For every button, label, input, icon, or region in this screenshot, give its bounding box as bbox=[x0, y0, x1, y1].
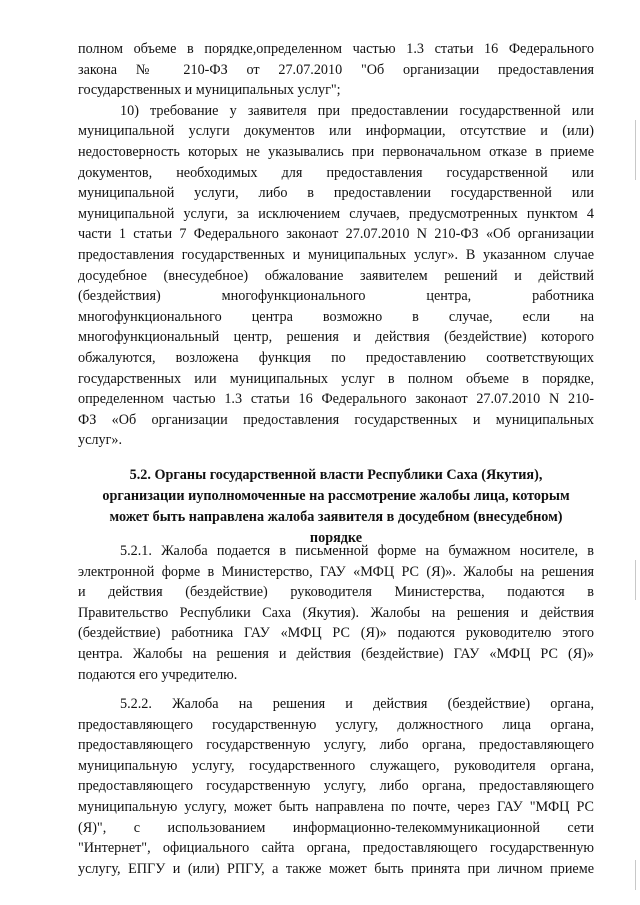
text-line: предоставляющего государственную услугу, должностного лица органа, bbox=[78, 716, 594, 733]
item-10-paragraph bbox=[78, 101, 594, 451]
text-line: полном объеме в порядке,определенном частью 1.3 статьи 16 Федерального bbox=[78, 41, 594, 57]
text-line: многофункционального центра возможно в случае, если на bbox=[78, 308, 594, 325]
text-line: государственных и муниципальных услуг"; bbox=[78, 82, 341, 99]
text-line: 10) требование у заявителя при предоставлении государственной или bbox=[120, 102, 594, 119]
text-line: обжалуются, возложена функция по предоставлению соответствующих bbox=[78, 349, 594, 366]
text-line: документов, необходимых для предоставления государственной или bbox=[78, 164, 594, 181]
text-line: и действия (бездействие) руководителя Министерства, подаются в bbox=[78, 584, 594, 601]
section-heading bbox=[78, 465, 594, 549]
scan-margin-mark bbox=[635, 560, 636, 600]
text-line: части 1 статьи 7 Федерального законаот 27.07.2010 N 210-ФЗ «Об организации bbox=[78, 226, 594, 243]
text-line: ФЗ «Об организации предоставления государственных и муниципальных bbox=[78, 411, 594, 428]
text-line: государственных или муниципальных услуг в полном объеме в порядке, bbox=[78, 370, 594, 387]
heading-line: организации иуполномоченные на рассмотрение жалобы лица, которым bbox=[102, 488, 570, 504]
text-line: подаются его учредителю. bbox=[78, 666, 238, 683]
scan-margin-mark bbox=[635, 120, 636, 180]
text-line: услуг». bbox=[78, 432, 123, 449]
heading-line: 5.2. Органы государственной власти Республики Саха (Якутия), bbox=[129, 467, 543, 483]
text-line: определенном частью 1.3 статьи 16 Федерального законаот 27.07.2010 N 210- bbox=[78, 391, 594, 408]
text-line: "Интернет", официального сайта органа, предоставляющего государственную bbox=[78, 840, 594, 857]
text-line: досудебное (внесудебное) обжалование заявителем решений и действий bbox=[78, 267, 594, 284]
text-line: (бездействия) многофункционального центра, работника bbox=[78, 288, 594, 305]
text-line: муниципальной услуги, либо в предоставлении государственной или bbox=[78, 185, 594, 202]
text-line: закона № 210-ФЗ от 27.07.2010 "Об организации предоставления bbox=[78, 61, 594, 78]
text-line: услугу, ЕПГУ и (или) РПГУ, а также может быть принята при личном приеме bbox=[78, 860, 594, 877]
text-line: центра. Жалобы на решения и действия (бездействие) ГАУ «МФЦ РС (Я)» bbox=[78, 645, 594, 662]
heading-line: порядке bbox=[309, 530, 363, 546]
text-line: муниципальную услугу, государственного служащего, руководителя органа, bbox=[78, 757, 594, 774]
text-line: предоставляющего государственную услугу, либо органа, предоставляющего bbox=[78, 737, 594, 754]
text-line: (Я)", с использованием информационно-телекоммуникационной сети bbox=[78, 819, 594, 836]
text-line: многофункциональный центр, решения и действия (бездействие) которого bbox=[78, 329, 594, 346]
text-line: Правительство Республики Саха (Якутия). Жалобы на решения и действия bbox=[78, 604, 594, 621]
text-line: недостоверность которых не указывались при первоначальном отказе в приеме bbox=[78, 143, 594, 160]
text-line: 5.2.2. Жалоба на решения и действия (бездействие) органа, bbox=[120, 696, 594, 712]
continuation-paragraph bbox=[78, 39, 594, 101]
text-line: муниципальную услугу, может быть направлена по почте, через ГАУ "МФЦ РС bbox=[78, 798, 594, 815]
text-line: электронной форме в Министерство, ГАУ «МФЦ РС (Я)». Жалобы на решения bbox=[78, 563, 594, 580]
text-line: предоставляющего государственную услугу, либо органа, предоставляющего bbox=[78, 778, 594, 795]
heading-line: может быть направлена жалоба заявителя в досудебном (внесудебном) bbox=[109, 509, 563, 525]
continuation-and-item-10 bbox=[78, 39, 594, 451]
text-line: муниципальной услуги, за исключением случаев, предусмотренных пунктом 4 bbox=[78, 205, 594, 222]
text-line: 5.2.1. Жалоба подается в письменной форме на бумажном носителе, в bbox=[120, 543, 594, 559]
text-line: муниципальной услуги документов или информации, отсутствие и (или) bbox=[78, 123, 594, 140]
text-line: предоставления государственных и муниципальных услуг». В указанном случае bbox=[78, 246, 594, 263]
paragraph-5-2-2 bbox=[78, 694, 594, 879]
text-line: (бездействие) работника ГАУ «МФЦ РС (Я)» подаются руководителю этого bbox=[78, 625, 594, 642]
scan-margin-mark bbox=[635, 860, 636, 890]
paragraph-5-2-1 bbox=[78, 541, 594, 685]
